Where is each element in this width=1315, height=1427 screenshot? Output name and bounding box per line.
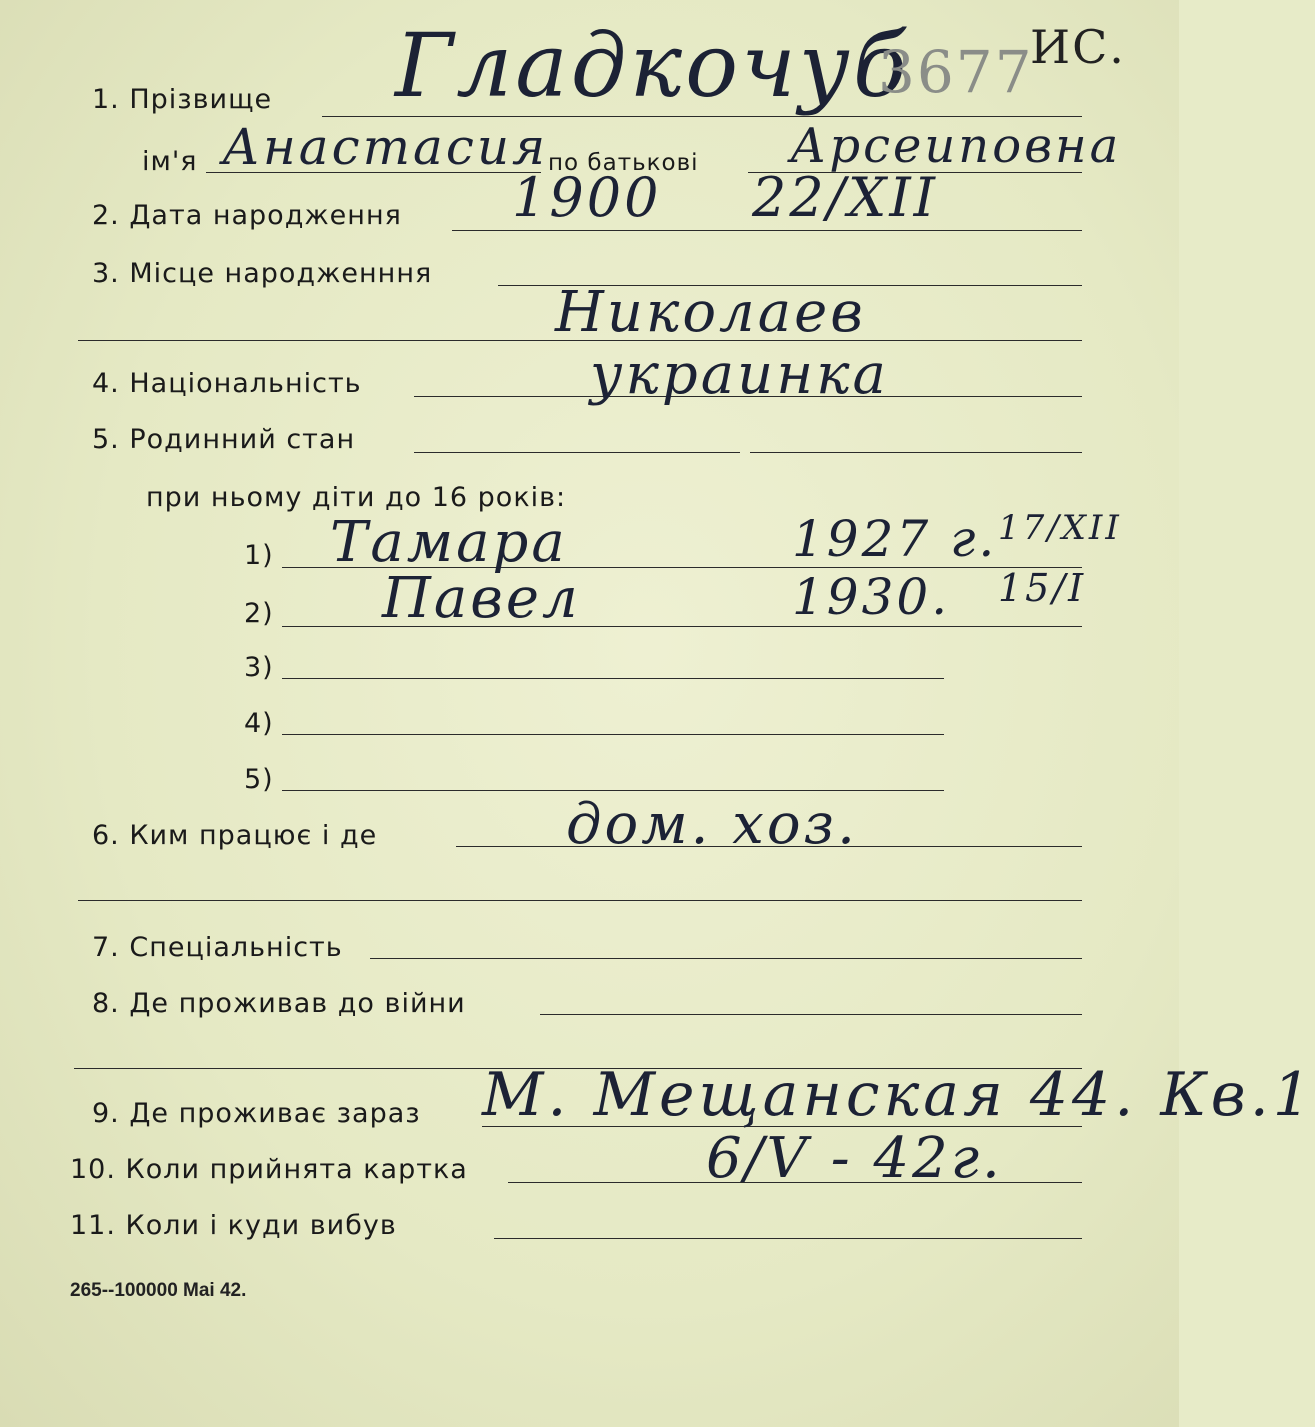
child-1-day: 17/XII bbox=[998, 508, 1122, 548]
marital-line-b bbox=[750, 452, 1082, 453]
child-2-name: Павел bbox=[382, 566, 581, 631]
work-line-2 bbox=[78, 900, 1082, 901]
prewar-line bbox=[540, 1014, 1082, 1015]
current-label: 9. Де проживає зараз bbox=[92, 1098, 421, 1129]
marital-label: 5. Родинний стан bbox=[92, 424, 356, 455]
marital-line-a bbox=[414, 452, 740, 453]
specialty-line bbox=[370, 958, 1082, 959]
child-4-line bbox=[282, 734, 944, 735]
print-footer: 265--100000 Mai 42. bbox=[70, 1280, 247, 1301]
birth-place-label: 3. Місце народженння bbox=[92, 258, 433, 289]
record-number: 3677 bbox=[878, 38, 1034, 106]
patronymic-value: Арсеиповна bbox=[790, 118, 1122, 174]
nationality-label: 4. Національність bbox=[92, 368, 362, 399]
child-1-name: Тамара bbox=[330, 510, 568, 575]
departure-label: 11. Коли і куди вибув bbox=[70, 1210, 397, 1241]
child-4-label: 4) bbox=[244, 708, 274, 739]
card-date-value: 6/V - 42г. bbox=[706, 1126, 1003, 1191]
prewar-label: 8. Де проживав до війни bbox=[92, 988, 466, 1019]
birth-year-value: 1900 bbox=[512, 166, 662, 229]
child-3-line bbox=[282, 678, 944, 679]
birth-date-line bbox=[452, 230, 1082, 231]
child-5-label: 5) bbox=[244, 764, 274, 795]
work-label: 6. Ким працює і де bbox=[92, 820, 378, 851]
record-suffix: ИС. bbox=[1030, 20, 1126, 74]
departure-line bbox=[494, 1238, 1082, 1239]
child-1-year: 1927 г. bbox=[792, 510, 998, 568]
child-2-day: 15/I bbox=[998, 566, 1087, 610]
child-1-label: 1) bbox=[244, 540, 274, 571]
specialty-label: 7. Спеціальність bbox=[92, 932, 343, 963]
nationality-value: украинка bbox=[590, 342, 889, 407]
card-date-label: 10. Коли прийнята картка bbox=[70, 1154, 468, 1185]
child-2-year: 1930. bbox=[792, 568, 951, 626]
current-address-value: М. Мещанская 44. Кв.1 bbox=[482, 1060, 1315, 1130]
child-3-label: 3) bbox=[244, 652, 274, 683]
birth-date-label: 2. Дата народження bbox=[92, 200, 402, 231]
birth-day-value: 22/XII bbox=[752, 166, 939, 229]
surname-value: Гладкочуб bbox=[395, 14, 910, 117]
name-label: ім'я bbox=[142, 146, 198, 177]
birth-place-value: Николаев bbox=[555, 280, 866, 345]
child-5-line bbox=[282, 790, 944, 791]
child-2-label: 2) bbox=[244, 598, 274, 629]
children-label: при ньому діти до 16 років: bbox=[146, 482, 567, 513]
patronymic-label: по батькові bbox=[548, 150, 699, 176]
work-value: дом. хоз. bbox=[566, 792, 858, 857]
surname-label: 1. Прізвище bbox=[92, 84, 273, 115]
first-name-value: Анастасия bbox=[222, 118, 549, 176]
